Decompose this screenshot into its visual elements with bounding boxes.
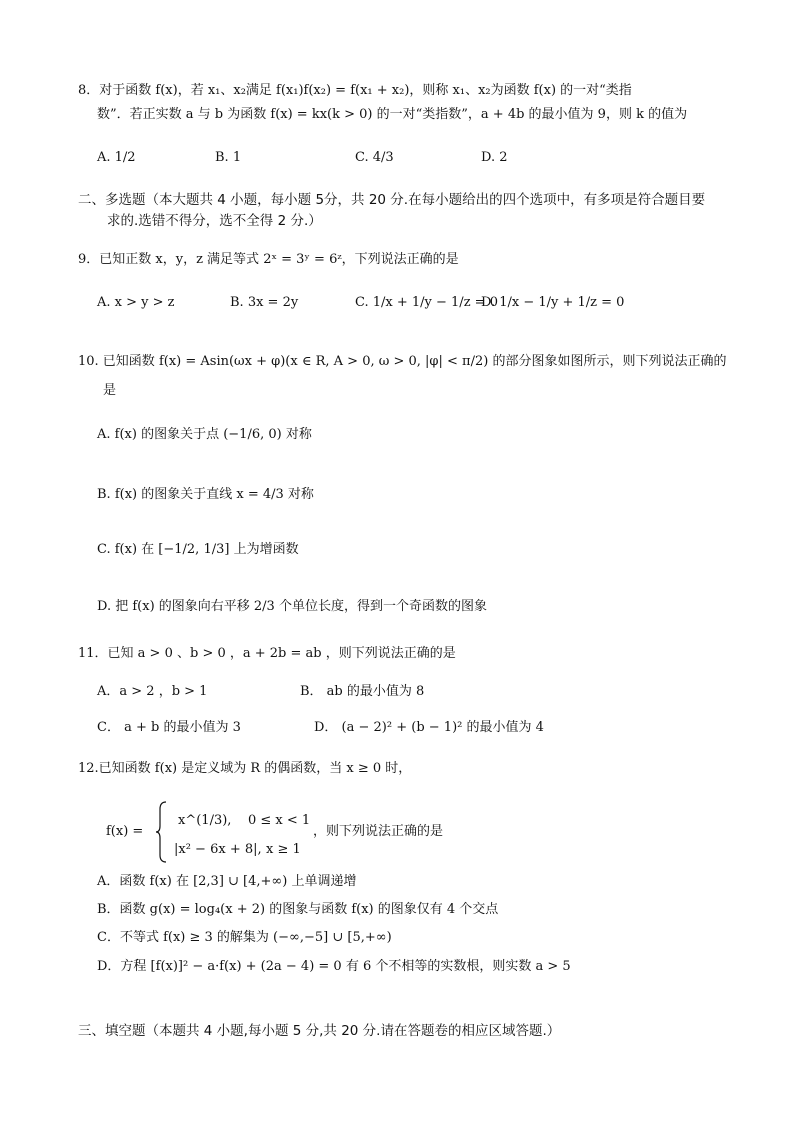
- q10-stem-line2: 是: [103, 383, 117, 398]
- q10-option-c: C. f(x) 在 [−1/2, 1/3] 上为增函数: [97, 542, 299, 557]
- q12-piecewise-brace: [156, 801, 168, 863]
- q12-piece1-expression: x^(1/3),: [178, 813, 232, 828]
- q9-option-a: A. x > y > z: [97, 295, 175, 310]
- q10-option-d: D. 把 f(x) 的图象向右平移 2/3 个单位长度，得到一个奇函数的图象: [97, 599, 487, 614]
- q9-stem: 9．已知正数 x，y，z 满足等式 2ˣ = 3ʸ = 6ᶻ，下列说法正确的是: [78, 252, 459, 267]
- q12-option-c: C．不等式 f(x) ≥ 3 的解集为 (−∞,−5] ∪ [5,+∞): [97, 930, 392, 945]
- q11-option-b: B． ab 的最小值为 8: [300, 684, 425, 699]
- q11-stem: 11．已知 a > 0 、b > 0 ，a + 2b = ab ，则下列说法正确的是: [78, 646, 456, 661]
- section2-heading-cont: 求的.选错不得分，选不全得 2 分.）: [107, 213, 322, 229]
- q8-option-d: D. 2: [481, 150, 508, 165]
- q9-option-b: B. 3x = 2y: [230, 295, 299, 310]
- q10-option-a: A. f(x) 的图象关于点 (−1/6, 0) 对称: [97, 427, 312, 442]
- q8-stem-line1: 8．对于函数 f(x)，若 x₁、x₂满足 f(x₁)f(x₂) = f(x₁ + x₂)，则称 x₁、x₂为函数 f(x) 的一对“类指: [78, 83, 632, 98]
- section2-heading: 二、多选题（本大题共 4 小题，每小题 5分，共 20 分.在每小题给出的四个选项中，有多项是符合题目要: [78, 192, 706, 208]
- q11-option-d: D． (a − 2)² + (b − 1)² 的最小值为 4: [314, 720, 544, 735]
- q11-option-a: A．a > 2 ，b > 1: [97, 684, 208, 699]
- q8-option-b: B. 1: [215, 150, 242, 165]
- q12-option-a: A．函数 f(x) 在 [2,3] ∪ [4,+∞) 上单调递增: [97, 874, 357, 889]
- q9-option-d: D. 1/x − 1/y + 1/z = 0: [481, 295, 625, 310]
- q12-piece2-condition: x ≥ 1: [266, 842, 301, 857]
- q12-piece2-expression: |x² − 6x + 8|,: [174, 842, 262, 857]
- q12-piecewise-lhs: f(x) =: [106, 824, 144, 839]
- q8-option-a: A. 1/2: [97, 150, 136, 165]
- q10-stem-line1: 10. 已知函数 f(x) = Asin(ωx + φ)(x ∈ R, A > 0, ω > 0, |φ| < π/2) 的部分图象如图所示，则下列说法正确的: [78, 354, 727, 369]
- q10-option-b: B. f(x) 的图象关于直线 x = 4/3 对称: [97, 487, 314, 502]
- q12-stem: 12.已知函数 f(x) 是定义域为 R 的偶函数，当 x ≥ 0 时，: [78, 761, 412, 776]
- q8-option-c: C. 4/3: [355, 150, 394, 165]
- q12-option-d: D．方程 [f(x)]² − a·f(x) + (2a − 4) = 0 有 6 个不相等的实数根，则实数 a > 5: [97, 959, 571, 974]
- section3-heading: 三、填空题（本题共 4 小题,每小题 5 分,共 20 分.请在答题卷的相应区域答题.）: [78, 1023, 561, 1039]
- q12-piecewise-tail: ，则下列说法正确的是: [313, 824, 444, 839]
- q9-option-c: C. 1/x + 1/y − 1/z = 0: [355, 295, 498, 310]
- q8-stem-line2: 数”．若正实数 a 与 b 为函数 f(x) = kx(k > 0) 的一对“类指数”，a + 4b 的最小值为 9，则 k 的值为: [97, 107, 688, 122]
- q11-option-c: C． a + b 的最小值为 3: [97, 720, 241, 735]
- q12-option-b: B．函数 g(x) = log₄(x + 2) 的图象与函数 f(x) 的图象仅有 4 个交点: [97, 902, 499, 917]
- q12-piece1-condition: 0 ≤ x < 1: [248, 813, 311, 828]
